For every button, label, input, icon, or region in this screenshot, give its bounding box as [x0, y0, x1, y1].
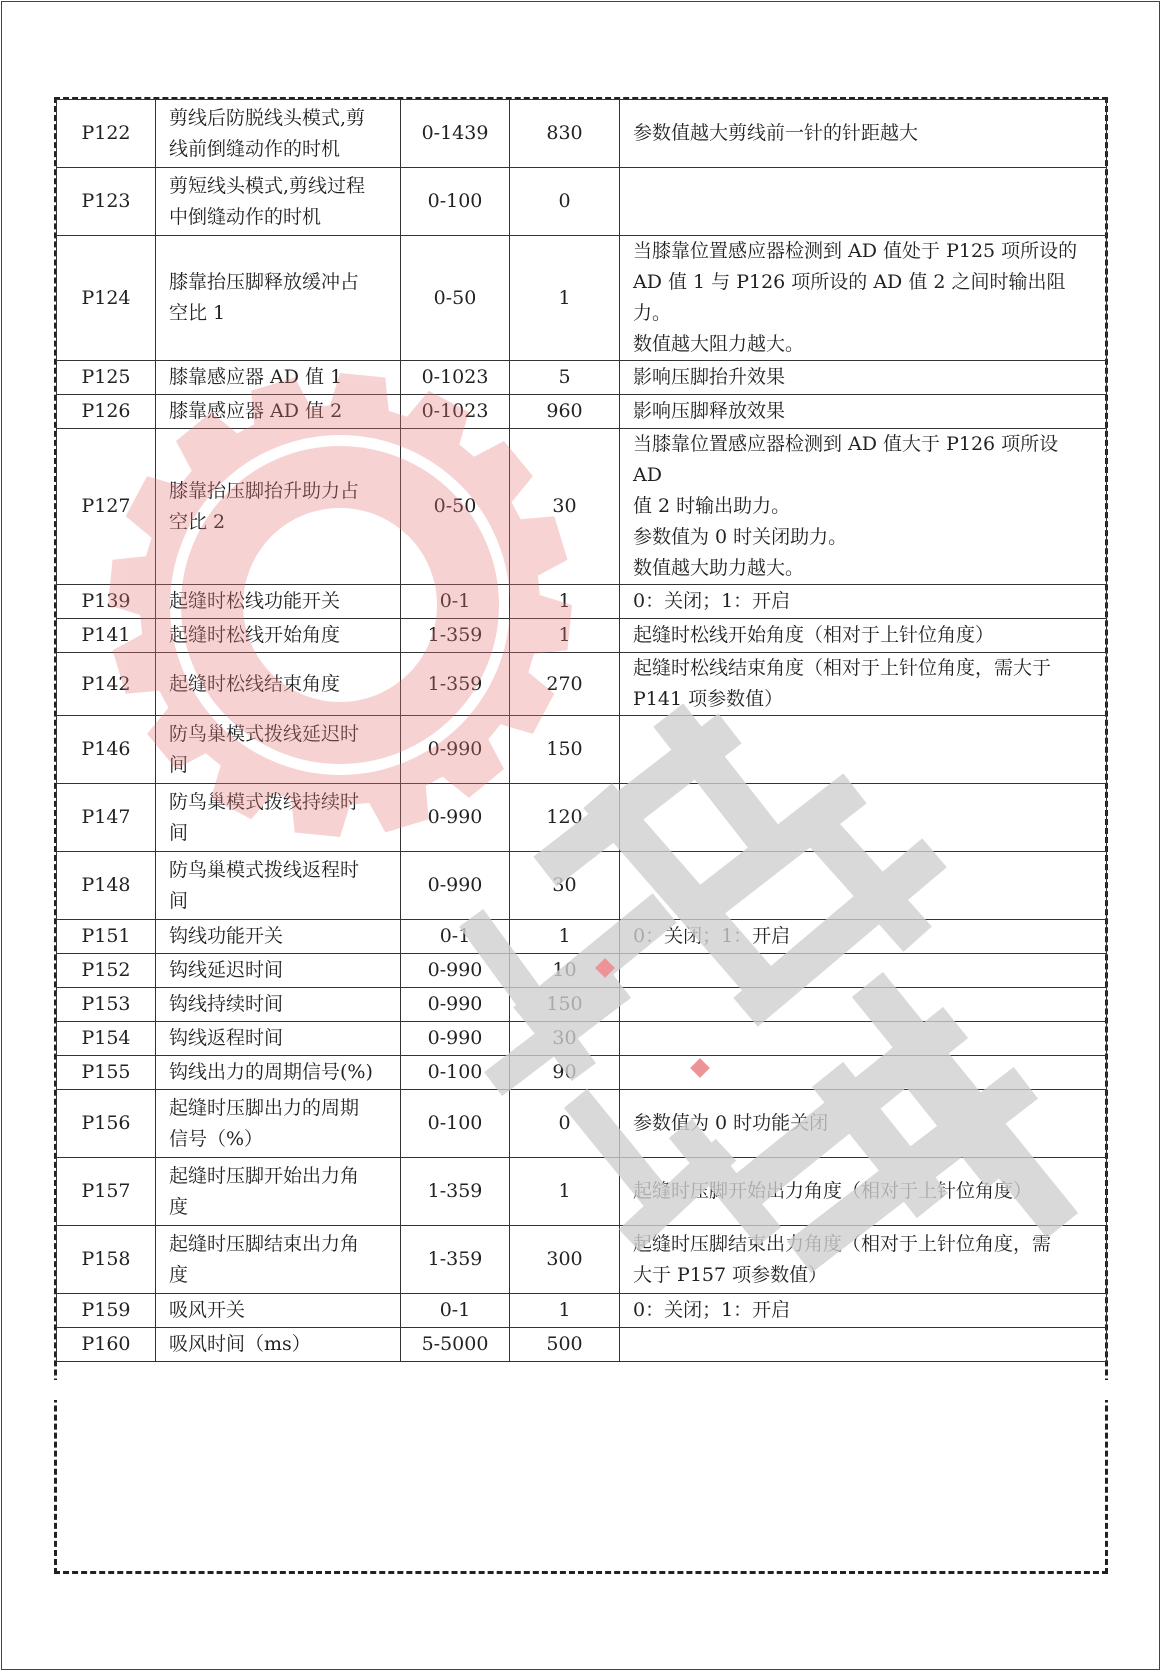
param-default-cell: 10: [510, 954, 620, 988]
table-row: [57, 852, 1107, 920]
param-name-cell: [156, 988, 401, 1022]
param-default-cell: 0: [510, 168, 620, 236]
param-desc-line: 数值越大助力越大。: [633, 557, 805, 579]
param-default-cell: 1: [510, 1158, 620, 1226]
param-desc-cell: [620, 716, 1107, 784]
param-name-cell: [156, 1158, 401, 1226]
table-row: [57, 1090, 1107, 1158]
param-desc-cell: [620, 852, 1107, 920]
param-name-line: 起缝时压脚出力的周期: [169, 1096, 360, 1119]
param-name-cell: [156, 954, 401, 988]
param-range-cell: 0-1: [401, 920, 510, 954]
parameter-table-body: [57, 100, 1107, 1362]
table-row: [57, 619, 1107, 653]
table-row: [57, 1328, 1107, 1362]
param-name-line: 起缝时松线结束角度: [169, 672, 341, 695]
param-desc-line: 影响压脚释放效果: [633, 400, 786, 422]
param-name-line: 膝靠抬压脚抬升助力占: [169, 479, 360, 502]
param-name-line: 起缝时松线开始角度: [169, 624, 341, 646]
param-desc-cell: [620, 1022, 1107, 1056]
param-name-line: 起缝时压脚结束出力角: [169, 1232, 360, 1255]
param-default-cell: 1: [510, 585, 620, 619]
param-name-line: 钩线返程时间: [169, 1027, 284, 1049]
param-name-line: 防鸟巢模式拨线持续时: [169, 790, 360, 813]
param-code-cell: P151: [57, 920, 156, 954]
param-name-line: 膝靠抬压脚释放缓冲占: [169, 271, 360, 293]
param-name-line: 信号（%）: [169, 1127, 264, 1150]
param-desc-line: 大于 P157 项参数值）: [633, 1263, 828, 1286]
param-desc-line: 数值越大阻力越大。: [633, 333, 805, 355]
param-name-cell: [156, 236, 401, 361]
param-desc-line: 0：关闭；1：开启: [633, 590, 791, 612]
param-name-line: 钩线功能开关: [169, 925, 284, 947]
param-code-cell: P126: [57, 395, 156, 429]
param-default-cell: 1: [510, 920, 620, 954]
param-desc-cell: [620, 1294, 1107, 1328]
param-code-cell: P156: [57, 1090, 156, 1158]
param-desc-cell: [620, 236, 1107, 361]
param-code-cell: P146: [57, 716, 156, 784]
param-name-line: 度: [169, 1263, 189, 1286]
param-default-cell: 1: [510, 236, 620, 361]
param-name-cell: [156, 429, 401, 585]
param-desc-cell: [620, 1056, 1107, 1090]
param-desc-cell: [620, 920, 1107, 954]
param-desc-cell: [620, 100, 1107, 168]
param-code-cell: P158: [57, 1226, 156, 1294]
param-desc-line: 0：关闭；1：开启: [633, 925, 791, 947]
param-code-cell: P154: [57, 1022, 156, 1056]
param-desc-line: 值 2 时输出助力。: [633, 495, 791, 517]
param-default-cell: 0: [510, 1090, 620, 1158]
param-desc-cell: [620, 784, 1107, 852]
param-range-cell: 0-1023: [401, 361, 510, 395]
table-row: [57, 585, 1107, 619]
param-range-cell: 0-50: [401, 236, 510, 361]
param-name-line: 线前倒缝动作的时机: [169, 137, 341, 160]
param-range-cell: 1-359: [401, 1226, 510, 1294]
table-row: [57, 653, 1107, 716]
param-code-cell: P147: [57, 784, 156, 852]
param-default-cell: 5: [510, 361, 620, 395]
param-code-cell: P160: [57, 1328, 156, 1362]
table-row: [57, 1158, 1107, 1226]
param-desc-cell: [620, 1226, 1107, 1294]
param-code-cell: P142: [57, 653, 156, 716]
param-name-line: 防鸟巢模式拨线延迟时: [169, 722, 360, 745]
param-name-line: 中倒缝动作的时机: [169, 205, 322, 228]
param-name-line: 吸风时间（ms）: [169, 1333, 311, 1355]
table-row: [57, 920, 1107, 954]
param-name-cell: [156, 619, 401, 653]
param-desc-line: 起缝时压脚开始出力角度（相对于上针位角度）: [633, 1180, 1033, 1202]
param-desc-cell: [620, 653, 1107, 716]
param-desc-line: 0：关闭；1：开启: [633, 1299, 791, 1321]
param-name-line: 钩线出力的周期信号(%): [169, 1061, 373, 1083]
param-desc-line: 参数值为 0 时关闭助力。: [633, 526, 848, 548]
param-name-cell: [156, 1294, 401, 1328]
param-name-cell: [156, 168, 401, 236]
param-desc-line: 起缝时压脚结束出力角度（相对于上针位角度，需: [633, 1232, 1052, 1255]
param-desc-line: P141 项参数值）: [633, 688, 784, 710]
param-range-cell: 0-50: [401, 429, 510, 585]
table-row: [57, 395, 1107, 429]
param-range-cell: 0-100: [401, 168, 510, 236]
param-range-cell: 0-990: [401, 852, 510, 920]
param-desc-cell: [620, 395, 1107, 429]
param-range-cell: 0-990: [401, 988, 510, 1022]
param-default-cell: 30: [510, 1022, 620, 1056]
param-name-line: 间: [169, 889, 189, 912]
param-name-line: 间: [169, 753, 189, 776]
param-default-cell: 120: [510, 784, 620, 852]
dashed-border-gap: [50, 1380, 1112, 1400]
param-code-cell: P152: [57, 954, 156, 988]
param-name-cell: [156, 1226, 401, 1294]
param-name-line: 剪短线头模式,剪线过程: [169, 174, 366, 197]
param-name-cell: [156, 361, 401, 395]
param-name-line: 剪线后防脱线头模式,剪: [169, 106, 366, 129]
param-range-cell: 0-990: [401, 954, 510, 988]
param-range-cell: 0-100: [401, 1056, 510, 1090]
param-name-line: 空比 1: [169, 302, 226, 324]
param-name-line: 度: [169, 1195, 189, 1218]
param-default-cell: 270: [510, 653, 620, 716]
param-desc-cell: [620, 1090, 1107, 1158]
table-row: [57, 716, 1107, 784]
table-row: [57, 236, 1107, 361]
param-code-cell: P148: [57, 852, 156, 920]
param-range-cell: 0-990: [401, 784, 510, 852]
param-name-line: 间: [169, 821, 189, 844]
param-default-cell: 300: [510, 1226, 620, 1294]
param-code-cell: P123: [57, 168, 156, 236]
param-desc-cell: [620, 585, 1107, 619]
param-range-cell: 0-1439: [401, 100, 510, 168]
param-desc-cell: [620, 429, 1107, 585]
param-code-cell: P122: [57, 100, 156, 168]
param-default-cell: 960: [510, 395, 620, 429]
param-range-cell: 0-990: [401, 716, 510, 784]
param-code-cell: P155: [57, 1056, 156, 1090]
param-name-line: 防鸟巢模式拨线返程时: [169, 858, 360, 881]
param-name-cell: [156, 100, 401, 168]
param-name-line: 钩线延迟时间: [169, 959, 284, 981]
table-row: [57, 1226, 1107, 1294]
param-code-cell: P139: [57, 585, 156, 619]
param-desc-line: 当膝靠位置感应器检测到 AD 值处于 P125 项所设的: [633, 240, 1078, 262]
param-default-cell: 150: [510, 716, 620, 784]
param-desc-line: 当膝靠位置感应器检测到 AD 值大于 P126 项所设 AD: [633, 433, 1059, 486]
param-desc-line: 参数值为 0 时功能关闭: [633, 1112, 829, 1134]
table-row: [57, 784, 1107, 852]
param-name-cell: [156, 1056, 401, 1090]
table-row: [57, 1022, 1107, 1056]
param-desc-cell: [620, 168, 1107, 236]
param-code-cell: P127: [57, 429, 156, 585]
table-row: [57, 1056, 1107, 1090]
param-code-cell: P124: [57, 236, 156, 361]
param-name-cell: [156, 585, 401, 619]
param-desc-line: 参数值越大剪线前一针的针距越大: [633, 122, 919, 144]
param-default-cell: 830: [510, 100, 620, 168]
table-row: [57, 1294, 1107, 1328]
param-desc-line: 起缝时松线结束角度（相对于上针位角度，需大于: [633, 657, 1052, 679]
param-desc-line: 起缝时松线开始角度（相对于上针位角度）: [633, 624, 995, 646]
param-name-line: 吸风开关: [169, 1299, 246, 1321]
param-desc-cell: [620, 1328, 1107, 1362]
param-default-cell: 30: [510, 852, 620, 920]
param-desc-line: AD 值 1 与 P126 项所设的 AD 值 2 之间时输出阻力。: [633, 271, 1066, 324]
param-name-line: 起缝时松线功能开关: [169, 590, 341, 612]
param-name-cell: [156, 1022, 401, 1056]
param-name-cell: [156, 395, 401, 429]
param-range-cell: 0-100: [401, 1090, 510, 1158]
param-default-cell: 1: [510, 619, 620, 653]
param-desc-cell: [620, 954, 1107, 988]
param-name-line: 膝靠感应器 AD 值 2: [169, 400, 343, 422]
table-row: [57, 954, 1107, 988]
param-name-line: 膝靠感应器 AD 值 1: [169, 366, 343, 388]
parameter-table: [56, 99, 1107, 1362]
param-range-cell: 1-359: [401, 1158, 510, 1226]
param-desc-cell: [620, 361, 1107, 395]
param-range-cell: 0-1: [401, 585, 510, 619]
param-name-cell: [156, 716, 401, 784]
param-desc-cell: [620, 1158, 1107, 1226]
table-row: [57, 168, 1107, 236]
param-desc-line: 影响压脚抬升效果: [633, 366, 786, 388]
param-desc-cell: [620, 619, 1107, 653]
table-row: [57, 988, 1107, 1022]
param-code-cell: P141: [57, 619, 156, 653]
param-range-cell: 0-1: [401, 1294, 510, 1328]
param-default-cell: 150: [510, 988, 620, 1022]
param-name-line: 空比 2: [169, 510, 226, 533]
param-default-cell: 1: [510, 1294, 620, 1328]
table-row: [57, 100, 1107, 168]
param-default-cell: 90: [510, 1056, 620, 1090]
param-name-cell: [156, 1328, 401, 1362]
param-default-cell: 30: [510, 429, 620, 585]
param-default-cell: 500: [510, 1328, 620, 1362]
param-name-cell: [156, 920, 401, 954]
param-code-cell: P125: [57, 361, 156, 395]
param-name-cell: [156, 852, 401, 920]
param-code-cell: P157: [57, 1158, 156, 1226]
param-code-cell: P159: [57, 1294, 156, 1328]
param-name-line: 钩线持续时间: [169, 993, 284, 1015]
param-name-cell: [156, 653, 401, 716]
param-name-cell: [156, 1090, 401, 1158]
param-desc-cell: [620, 988, 1107, 1022]
param-range-cell: 1-359: [401, 619, 510, 653]
table-row: [57, 361, 1107, 395]
param-name-line: 起缝时压脚开始出力角: [169, 1164, 360, 1187]
param-name-cell: [156, 784, 401, 852]
param-range-cell: 0-990: [401, 1022, 510, 1056]
param-code-cell: P153: [57, 988, 156, 1022]
param-range-cell: 5-5000: [401, 1328, 510, 1362]
param-range-cell: 1-359: [401, 653, 510, 716]
param-range-cell: 0-1023: [401, 395, 510, 429]
table-row: [57, 429, 1107, 585]
